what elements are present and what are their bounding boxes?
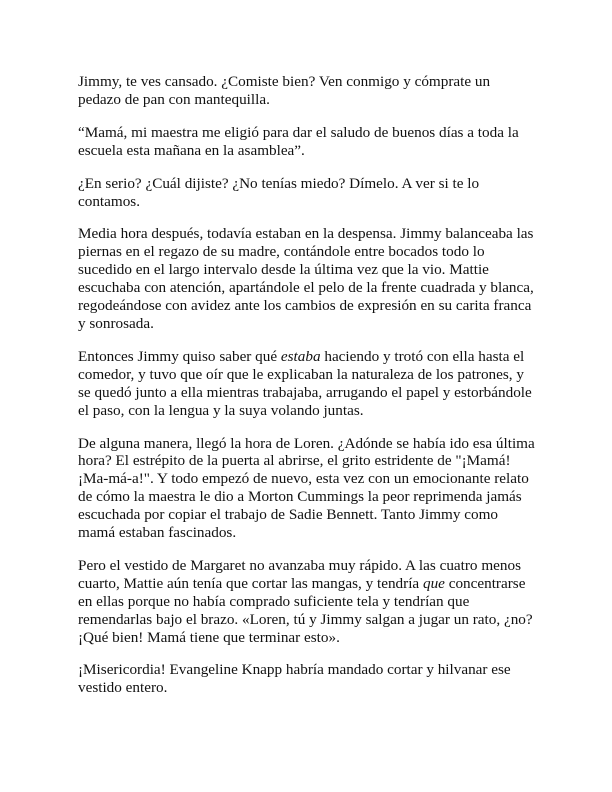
emphasis-text: que <box>422 574 445 592</box>
paragraph-text: Entonces Jimmy quiso saber qué <box>78 347 281 365</box>
paragraph-text: haciendo y trotó con ella hasta el comedor, y tuvo que oír que le explicaban la naturaleza de los patrones, y se quedó junto a ella mientras trabajaba, arrugando el papel y estorbándole el paso, con la lengua y la suya volando juntas. <box>78 347 532 419</box>
document-page <box>78 73 536 712</box>
paragraph <box>78 557 536 647</box>
paragraph: Media hora después, todavía estaban en la despensa. Jimmy balanceaba las piernas en el regazo de su madre, contándole entre bocados todo lo sucedido en el largo intervalo desde la última vez que la vio. Mattie escuchaba con atención, apartándole el pelo de la frente cuadrada y blanca, regodeándose con avidez ante los cambios de expresión en su carita franca y sonrosada. <box>78 225 534 332</box>
paragraph-text: Pero el vestido de Margaret no avanzaba muy rápido. A las cuatro menos cuarto, Mattie aún tenía que cortar las mangas, y tendría <box>78 556 521 592</box>
paragraph: De alguna manera, llegó la hora de Loren. ¿Adónde se había ido esa última hora? El estrépito de la puerta al abrirse, el grito estridente de "¡Mamá! ¡Ma-má-a!". Y todo empezó de nuevo, esta vez con un emocionante relato de cómo la maestra le dio a Morton Cummings la peor reprimenda jamás escuchada por copiar el trabajo de Sadie Bennett. Tanto Jimmy como mamá estaban fascinados. <box>78 434 535 542</box>
paragraph <box>78 348 536 420</box>
paragraph: ¡Misericordia! Evangeline Knapp habría mandado cortar y hilvanar ese vestido entero. <box>78 661 511 697</box>
paragraph: Jimmy, te ves cansado. ¿Comiste bien? Ven conmigo y cómprate un pedazo de pan con mantequilla. <box>78 73 491 108</box>
emphasis-text: estaba <box>280 347 321 365</box>
paragraph: “Mamá, mi maestra me eligió para dar el saludo de buenos días a toda la escuela esta mañana en la asamblea”. <box>78 123 519 159</box>
paragraph: ¿En serio? ¿Cuál dijiste? ¿No tenías miedo? Dímelo. A ver si te lo contamos. <box>78 174 480 210</box>
paragraph-text: concentrarse en ellas porque no había comprado suficiente tela y tendrían que remendarlas bajo el brazo. «Loren, tú y Jimmy salgan a jugar un rato, ¿no? ¡Qué bien! Mamá tiene que terminar esto». <box>78 574 533 646</box>
